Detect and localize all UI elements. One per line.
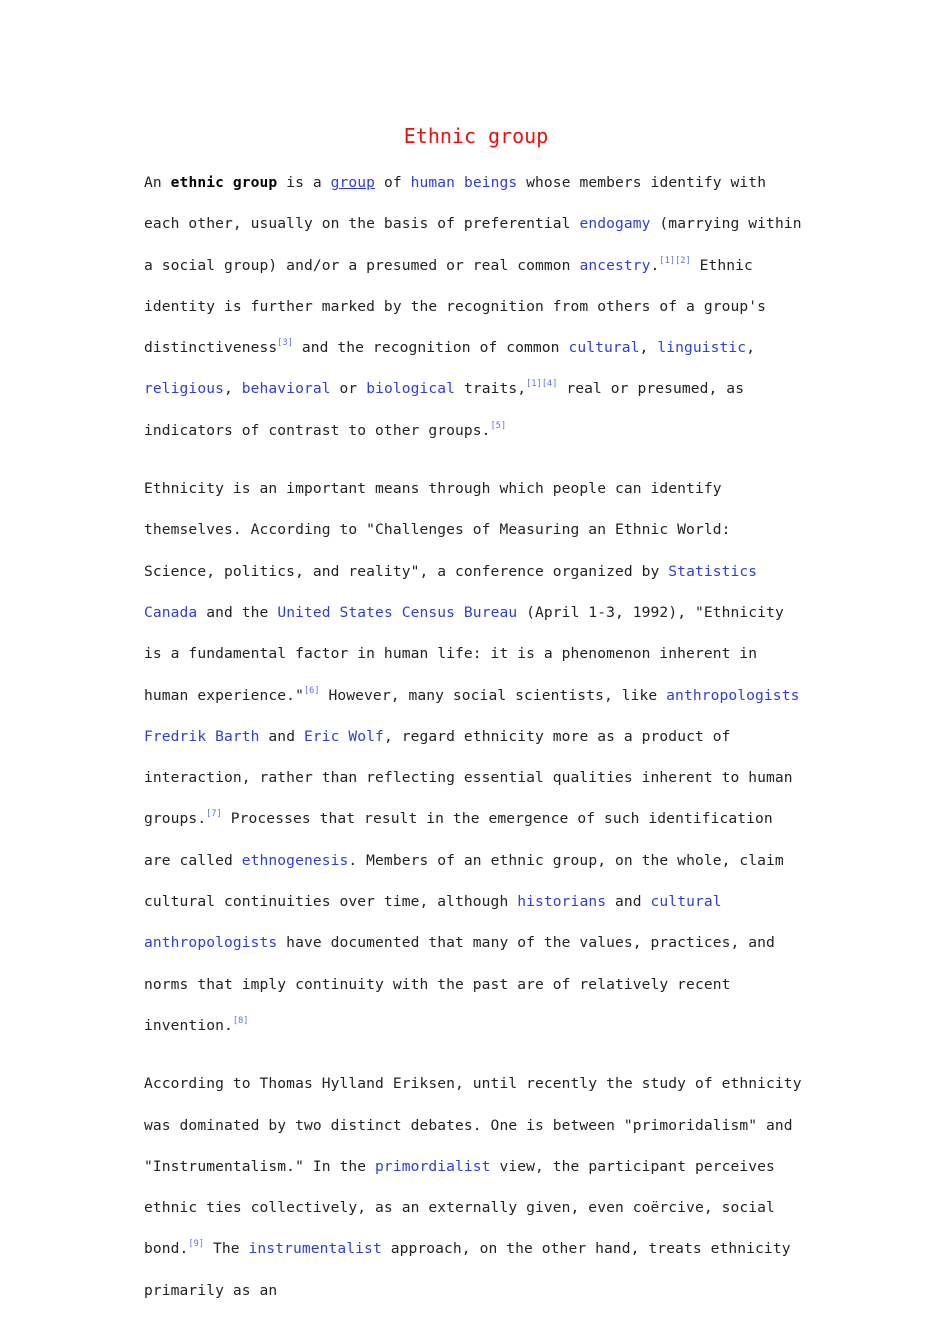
document-page bbox=[144, 118, 808, 1328]
text: The bbox=[204, 1240, 249, 1258]
ref-3[interactable]: [3] bbox=[277, 338, 293, 349]
ref-5[interactable]: [5] bbox=[490, 420, 507, 431]
text: (April 1-3, 1992), "Ethnicity is a fundamental factor in human life: it is a phenomenon inherent in human experience." bbox=[144, 603, 784, 704]
link-biological[interactable]: biological bbox=[366, 380, 456, 398]
link-historians[interactable]: historians bbox=[517, 893, 607, 911]
text: Processes that result in the emergence of such identification are called bbox=[144, 810, 773, 869]
paragraph-1 bbox=[144, 162, 808, 451]
link-cultural[interactable]: cultural bbox=[568, 339, 640, 357]
text: However, many social scientists, like bbox=[319, 686, 667, 704]
link-instrumentalist[interactable]: instrumentalist bbox=[248, 1240, 382, 1258]
link-behavioral[interactable]: behavioral bbox=[241, 380, 331, 398]
paragraph-2 bbox=[144, 468, 808, 1046]
text: is a bbox=[277, 174, 331, 191]
link-group[interactable]: group bbox=[330, 174, 376, 191]
text: of bbox=[375, 174, 411, 191]
text: . bbox=[650, 256, 660, 274]
text: Ethnic identity is further marked by the recognition from others of a group's distinctiveness bbox=[144, 256, 767, 357]
link-cultural-anthropologists[interactable]: cultural anthropologists bbox=[144, 893, 722, 952]
text: , bbox=[639, 339, 658, 357]
link-ethnogenesis[interactable]: ethnogenesis bbox=[241, 851, 349, 869]
text: An bbox=[144, 174, 171, 191]
link-linguistic[interactable]: linguistic bbox=[657, 339, 747, 357]
text: and bbox=[606, 893, 651, 911]
text: According to Thomas Hylland Eriksen, until recently the study of ethnicity was dominated by two distinct debates. One is between "primoridalism" and "Instrumentalism." In the bbox=[144, 1075, 802, 1175]
link-religious[interactable]: religious bbox=[144, 380, 224, 398]
ref-7[interactable]: [7] bbox=[206, 809, 222, 820]
text: . Members of an ethnic group, on the whole, claim cultural continuities over time, although bbox=[144, 851, 784, 911]
text: Ethnicity is an important means through which people can identify themselves. According to "Challenges of Measuring an Ethnic World: Science, politics, and reality", a conference organized by bbox=[144, 480, 731, 580]
ref-1[interactable]: [1] bbox=[659, 255, 676, 266]
link-endogamy[interactable]: endogamy bbox=[579, 215, 651, 233]
link-ancestry[interactable]: ancestry bbox=[579, 256, 651, 274]
link-anthropologists[interactable]: anthropologists bbox=[666, 686, 800, 704]
text: (marrying within a social group) and/or a presumed or real common bbox=[144, 215, 802, 274]
paragraph-3 bbox=[144, 1063, 808, 1311]
link-census-bureau[interactable]: United States Census Bureau bbox=[277, 603, 518, 621]
text: , bbox=[746, 339, 756, 357]
ref-6[interactable]: [6] bbox=[303, 685, 320, 696]
text: or bbox=[330, 380, 367, 398]
link-eric-wolf[interactable]: Eric Wolf bbox=[303, 727, 384, 745]
ref-1[interactable]: [1] bbox=[526, 379, 542, 390]
text: approach, on the other hand, treats ethnicity primarily as an bbox=[144, 1240, 791, 1299]
text: and the bbox=[197, 603, 278, 621]
ref-9[interactable]: [9] bbox=[188, 1239, 205, 1250]
text: , regard ethnicity more as a product of interaction, rather than reflecting essential qualities inherent to human groups. bbox=[144, 727, 793, 828]
link-fredrik-barth[interactable]: Fredrik Barth bbox=[144, 727, 260, 745]
text: and the recognition of common bbox=[292, 339, 569, 357]
link-statistics-canada[interactable]: Statistics Canada bbox=[144, 562, 758, 621]
text: whose members identify with each other, usually on the basis of preferential bbox=[144, 174, 767, 233]
text: view, the participant perceives ethnic ties collectively, as an externally given, even coërcive, social bond. bbox=[144, 1157, 775, 1258]
ref-2[interactable]: [2] bbox=[675, 255, 691, 266]
text: have documented that many of the values, practices, and norms that imply continuity with the past are of relatively recent invention. bbox=[144, 934, 775, 1034]
ref-4[interactable]: [4] bbox=[541, 379, 558, 390]
link-primordialist[interactable]: primordialist bbox=[375, 1157, 491, 1175]
bold-term: ethnic group bbox=[170, 174, 278, 191]
text: and bbox=[259, 727, 304, 745]
text: , bbox=[223, 380, 242, 398]
page-title: Ethnic group bbox=[403, 124, 549, 148]
text: real or presumed, as indicators of contrast to other groups. bbox=[144, 380, 745, 439]
link-human-beings[interactable]: human beings bbox=[410, 174, 518, 191]
ref-8[interactable]: [8] bbox=[232, 1015, 249, 1026]
text: traits, bbox=[455, 380, 527, 398]
